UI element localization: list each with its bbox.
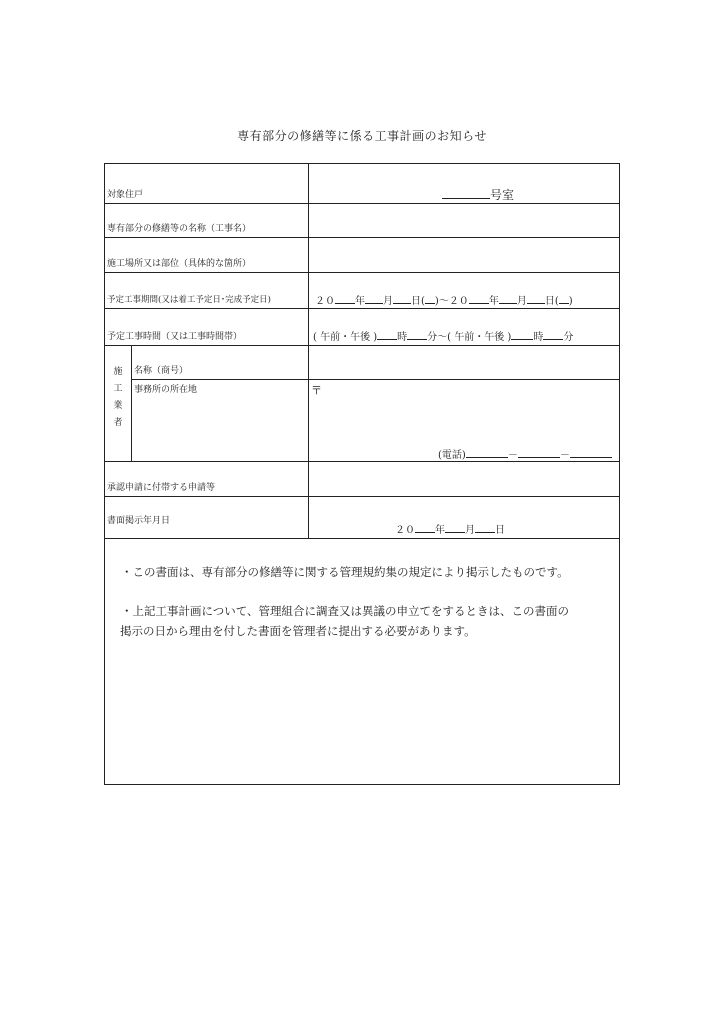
hours-end-hour-blank[interactable] bbox=[511, 329, 533, 340]
period-end-month-unit: 月 bbox=[516, 296, 527, 307]
hours-start-minute-blank[interactable] bbox=[407, 329, 427, 340]
divider bbox=[308, 345, 309, 461]
work-name-field[interactable] bbox=[310, 203, 618, 236]
unit-value[interactable] bbox=[442, 186, 514, 203]
contractor-side-label bbox=[107, 364, 129, 432]
row-hours bbox=[105, 308, 619, 346]
phone-dash: － bbox=[559, 450, 570, 461]
posted-day-unit: 日 bbox=[495, 525, 505, 536]
notice-form bbox=[104, 163, 620, 785]
posted-era: ２０ bbox=[395, 525, 415, 536]
phone-number-blank[interactable] bbox=[570, 447, 612, 458]
hours-end-ampm[interactable]: ( 午前・午後 ) bbox=[447, 332, 512, 343]
posted-day-blank[interactable] bbox=[475, 522, 495, 533]
divider bbox=[308, 496, 309, 538]
unit-number-blank[interactable] bbox=[442, 188, 490, 199]
side-char: 施 bbox=[113, 367, 123, 377]
note-posting: ・この書面は、専有部分の修繕等に関する管理規約集の規定により掲示したものです。 bbox=[121, 565, 569, 579]
row-application bbox=[105, 462, 619, 497]
divider bbox=[308, 308, 309, 345]
postal-mark: 〒 bbox=[311, 384, 322, 397]
side-char: 者 bbox=[113, 418, 123, 428]
phone-area-blank[interactable] bbox=[466, 447, 508, 458]
row-contractor-name bbox=[132, 345, 619, 380]
period-end-month-blank[interactable] bbox=[499, 293, 517, 304]
period-start-era: ２０ bbox=[315, 296, 335, 307]
hours-end-minute-blank[interactable] bbox=[543, 329, 563, 340]
hours-start-minute-unit: 分 bbox=[427, 332, 438, 343]
posted-date-value[interactable] bbox=[395, 521, 505, 536]
row-unit bbox=[105, 164, 619, 204]
period-end-day-blank[interactable] bbox=[527, 293, 545, 304]
hours-start-ampm[interactable]: ( 午前・午後 ) bbox=[313, 332, 378, 343]
posted-year-unit: 年 bbox=[435, 525, 445, 536]
period-end-weekday-blank[interactable] bbox=[559, 293, 569, 304]
row-period bbox=[105, 272, 619, 309]
period-start-month-blank[interactable] bbox=[365, 293, 383, 304]
period-start-day-unit: 日 bbox=[411, 296, 421, 307]
hours-value[interactable] bbox=[313, 328, 573, 343]
period-start-year-unit: 年 bbox=[355, 296, 365, 307]
period-end-day-unit: 日 bbox=[544, 296, 555, 307]
posted-month-blank[interactable] bbox=[445, 522, 465, 533]
phone-exchange-blank[interactable] bbox=[518, 447, 560, 458]
location-field[interactable] bbox=[310, 237, 618, 271]
application-field[interactable] bbox=[310, 462, 618, 495]
period-start-day-blank[interactable] bbox=[393, 293, 411, 304]
phone-label: (電話) bbox=[438, 450, 466, 461]
location-label: 施工場所又は部位（具体的な箇所） bbox=[107, 259, 252, 269]
side-char: 工 bbox=[113, 384, 123, 394]
divider bbox=[308, 164, 309, 203]
divider bbox=[308, 237, 309, 272]
contractor-address-label: 事務所の所在地 bbox=[134, 385, 198, 395]
note-objection: ・上記工事計画について、管理組合に調査又は異議の申立てをするときは、この書面の bbox=[121, 604, 570, 618]
contractor-name-label: 名称（商号） bbox=[134, 366, 189, 376]
period-label: 予定工事期間(又は着工予定日･完成予定日) bbox=[107, 295, 271, 305]
contractor-name-field[interactable] bbox=[310, 345, 617, 378]
hours-end-hour-unit: 時 bbox=[533, 332, 544, 343]
period-start-weekday-blank[interactable] bbox=[425, 293, 435, 304]
phone-value[interactable] bbox=[438, 446, 612, 461]
posted-month-unit: 月 bbox=[465, 525, 475, 536]
divider bbox=[308, 203, 309, 237]
period-start-year-blank[interactable] bbox=[335, 293, 355, 304]
unit-label: 対象住戸 bbox=[107, 190, 144, 200]
hours-label: 予定工事時間（又は工事時間帯） bbox=[107, 332, 243, 342]
period-start-month-unit: 月 bbox=[383, 296, 393, 307]
hours-tilde: ～ bbox=[437, 332, 448, 343]
note-objection-cont: 掲示の日から理由を付した書面を管理者に提出する必要があります。 bbox=[120, 624, 476, 638]
period-tilde: ～ bbox=[438, 296, 449, 307]
row-posted-date bbox=[105, 496, 619, 539]
hours-start-hour-unit: 時 bbox=[397, 332, 408, 343]
period-end-era: ２０ bbox=[448, 296, 469, 307]
application-label: 承認申請に付帯する申請等 bbox=[107, 483, 216, 493]
contractor-address-field[interactable] bbox=[323, 380, 617, 440]
row-work-name bbox=[105, 203, 619, 238]
row-location bbox=[105, 237, 619, 273]
page-title: 専有部分の修繕等に係る工事計画のお知らせ bbox=[237, 129, 487, 143]
posted-year-blank[interactable] bbox=[415, 522, 435, 533]
side-char: 業 bbox=[113, 401, 123, 411]
phone-dash: － bbox=[507, 450, 518, 461]
period-end-year-unit: 年 bbox=[488, 296, 499, 307]
unit-suffix: 号室 bbox=[490, 188, 515, 202]
hours-end-minute-unit: 分 bbox=[563, 332, 574, 343]
hours-start-hour-blank[interactable] bbox=[377, 329, 397, 340]
divider bbox=[308, 462, 309, 496]
work-name-label: 専有部分の修繕等の名称（工事名） bbox=[107, 224, 252, 234]
period-end-year-blank[interactable] bbox=[469, 293, 489, 304]
period-value[interactable]: ２０ 年 月 日( )～２０ 年 月 日( ) bbox=[315, 292, 573, 307]
divider bbox=[308, 272, 309, 308]
posted-date-label: 書面掲示年月日 bbox=[107, 516, 171, 526]
